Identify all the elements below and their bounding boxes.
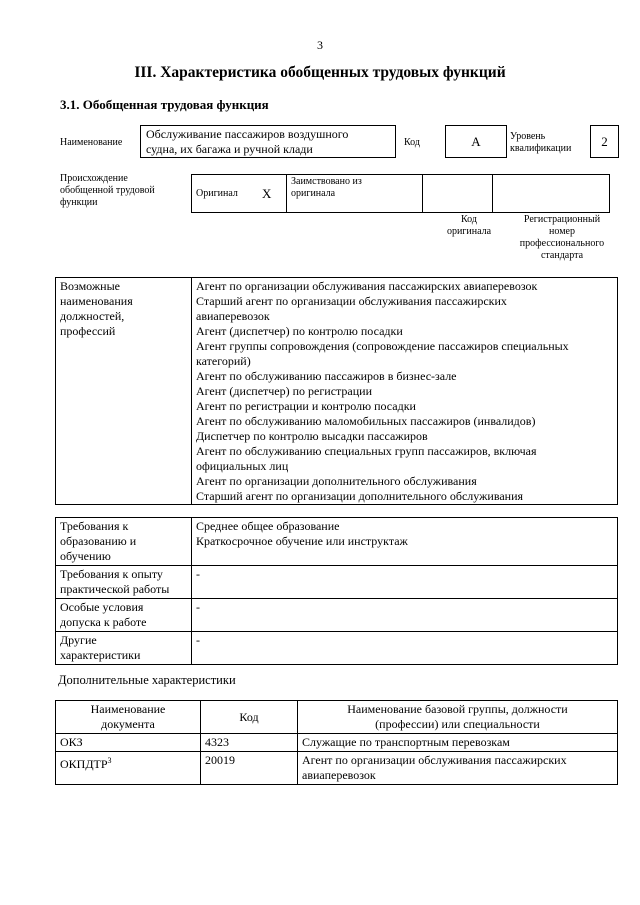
- name-value-line2: судна, их багажа и ручной клади: [146, 142, 313, 156]
- experience-value: -: [192, 566, 618, 599]
- level-value: 2: [601, 134, 608, 149]
- position-item: Старший агент по организации дополнительного обслуживания: [196, 489, 524, 503]
- section-title: III. Характеристика обобщенных трудовых функций: [134, 64, 506, 81]
- other-label-line2: характеристики: [60, 648, 141, 662]
- position-item: Агент по организации дополнительного обслуживания: [196, 474, 477, 488]
- other-value: -: [192, 632, 618, 665]
- position-item: Агент по организации обслуживания пассажирских авиаперевозок: [196, 279, 538, 293]
- table-row: [56, 752, 618, 785]
- positions-label-cell: [56, 278, 192, 505]
- origin-label: [60, 173, 155, 209]
- positions-label-line4: профессий: [60, 324, 116, 338]
- conditions-label-line2: допуска к работе: [60, 615, 147, 629]
- row-name-line1: Агент по организации обслуживания пассажирских: [302, 753, 567, 767]
- reg-line3: профессионального: [519, 238, 605, 249]
- row-code: 20019: [201, 752, 298, 785]
- table-row: [56, 734, 618, 752]
- row-code: 4323: [201, 734, 298, 752]
- position-item: Агент по обслуживанию специальных групп пассажиров, включая: [196, 444, 537, 458]
- education-label-line2: образованию и: [60, 534, 137, 548]
- education-label-cell: [56, 518, 192, 566]
- additional-table: [55, 700, 618, 785]
- requirements-table: [55, 517, 618, 665]
- position-item: Агент по обслуживанию маломобильных пассажиров (инвалидов): [196, 414, 536, 428]
- code-original-line2: оригинала: [446, 226, 492, 237]
- origin-label-line2: обобщенной трудовой: [60, 185, 155, 196]
- code-label: Код: [404, 137, 420, 148]
- position-item: Диспетчер по контролю высадки пассажиров: [196, 429, 428, 443]
- education-value-line2: Краткосрочное обучение или инструктаж: [196, 534, 408, 548]
- reg-line4: стандарта: [540, 250, 584, 261]
- code-original-cell: [423, 175, 493, 213]
- additional-col3-line2: (профессии) или специальности: [375, 717, 540, 731]
- conditions-value: -: [192, 599, 618, 632]
- code-original-line1: Код: [461, 214, 477, 225]
- page-number: 3: [317, 38, 323, 52]
- additional-col3-line1: Наименование базовой группы, должности: [347, 702, 568, 716]
- positions-label-line3: должностей,: [60, 309, 125, 323]
- education-label-line1: Требования к: [60, 519, 129, 533]
- reg-number-cell: [493, 175, 610, 213]
- row-name: Служащие по транспортным перевозкам: [298, 734, 618, 752]
- other-label-cell: [56, 632, 192, 665]
- additional-col1-line1: Наименование: [90, 702, 166, 716]
- row-doc: ОКЗ: [56, 734, 201, 752]
- name-value-box: [140, 125, 396, 158]
- name-label: Наименование: [60, 137, 123, 148]
- education-value-line1: Среднее общее образование: [196, 519, 340, 533]
- level-label: [510, 131, 571, 155]
- level-value-box: [590, 125, 619, 158]
- experience-label-line1: Требования к опыту: [60, 567, 163, 581]
- experience-label-line2: практической работы: [60, 582, 170, 596]
- position-item: Агент (диспетчер) по регистрации: [196, 384, 373, 398]
- code-value: А: [471, 134, 481, 149]
- position-item: Агент (диспетчер) по контролю посадки: [196, 324, 403, 338]
- borrowed-line1: Заимствовано из: [291, 176, 362, 187]
- additional-col3-header: [298, 701, 618, 734]
- other-label-line1: Другие: [60, 633, 97, 647]
- education-label-line3: обучению: [60, 549, 111, 563]
- row-doc-cell: [56, 752, 201, 785]
- row-doc: ОКПДТР: [60, 757, 108, 771]
- code-value-box: [445, 125, 507, 158]
- position-item: Агент группы сопровождения (сопровождение пассажиров специальных: [196, 339, 569, 353]
- position-item: категорий): [196, 354, 251, 368]
- reg-line1: Регистрационный: [523, 214, 601, 225]
- origin-label-line3: функции: [60, 197, 98, 208]
- position-item: официальных лиц: [196, 459, 289, 473]
- row-doc-footnote: 3: [107, 756, 112, 765]
- origin-table: [191, 174, 610, 213]
- conditions-label-cell: [56, 599, 192, 632]
- origin-label-line1: Происхождение: [60, 173, 128, 184]
- code-original-caption: [434, 214, 504, 238]
- position-item: Агент по регистрации и контролю посадки: [196, 399, 416, 413]
- additional-col1-header: [56, 701, 201, 734]
- additional-col1-line2: документа: [101, 717, 155, 731]
- education-value-cell: [192, 518, 618, 566]
- position-item: Агент по обслуживанию пассажиров в бизнес-зале: [196, 369, 457, 383]
- borrowed-cell: [287, 175, 423, 213]
- additional-title: Дополнительные характеристики: [58, 673, 236, 687]
- reg-number-caption: [505, 214, 619, 262]
- reg-line2: номер: [549, 226, 575, 237]
- positions-table: [55, 277, 618, 505]
- name-value-line1: Обслуживание пассажиров воздушного: [146, 127, 349, 141]
- row-name-cell: [298, 752, 618, 785]
- borrowed-line2: оригинала: [291, 188, 336, 199]
- level-label-line1: Уровень: [510, 131, 546, 142]
- original-label: Оригинал: [192, 175, 259, 213]
- additional-col2-header: Код: [201, 701, 298, 734]
- positions-list-cell: [192, 278, 618, 505]
- position-item: авиаперевозок: [196, 309, 270, 323]
- original-mark: X: [258, 175, 287, 213]
- row-name-line2: авиаперевозок: [302, 768, 376, 782]
- positions-label-line1: Возможные: [60, 279, 120, 293]
- positions-label-line2: наименования: [60, 294, 133, 308]
- experience-label-cell: [56, 566, 192, 599]
- position-item: Старший агент по организации обслуживания пассажирских: [196, 294, 507, 308]
- conditions-label-line1: Особые условия: [60, 600, 144, 614]
- subsection-title: 3.1. Обобщенная трудовая функция: [60, 97, 269, 112]
- level-label-line2: квалификации: [510, 143, 572, 154]
